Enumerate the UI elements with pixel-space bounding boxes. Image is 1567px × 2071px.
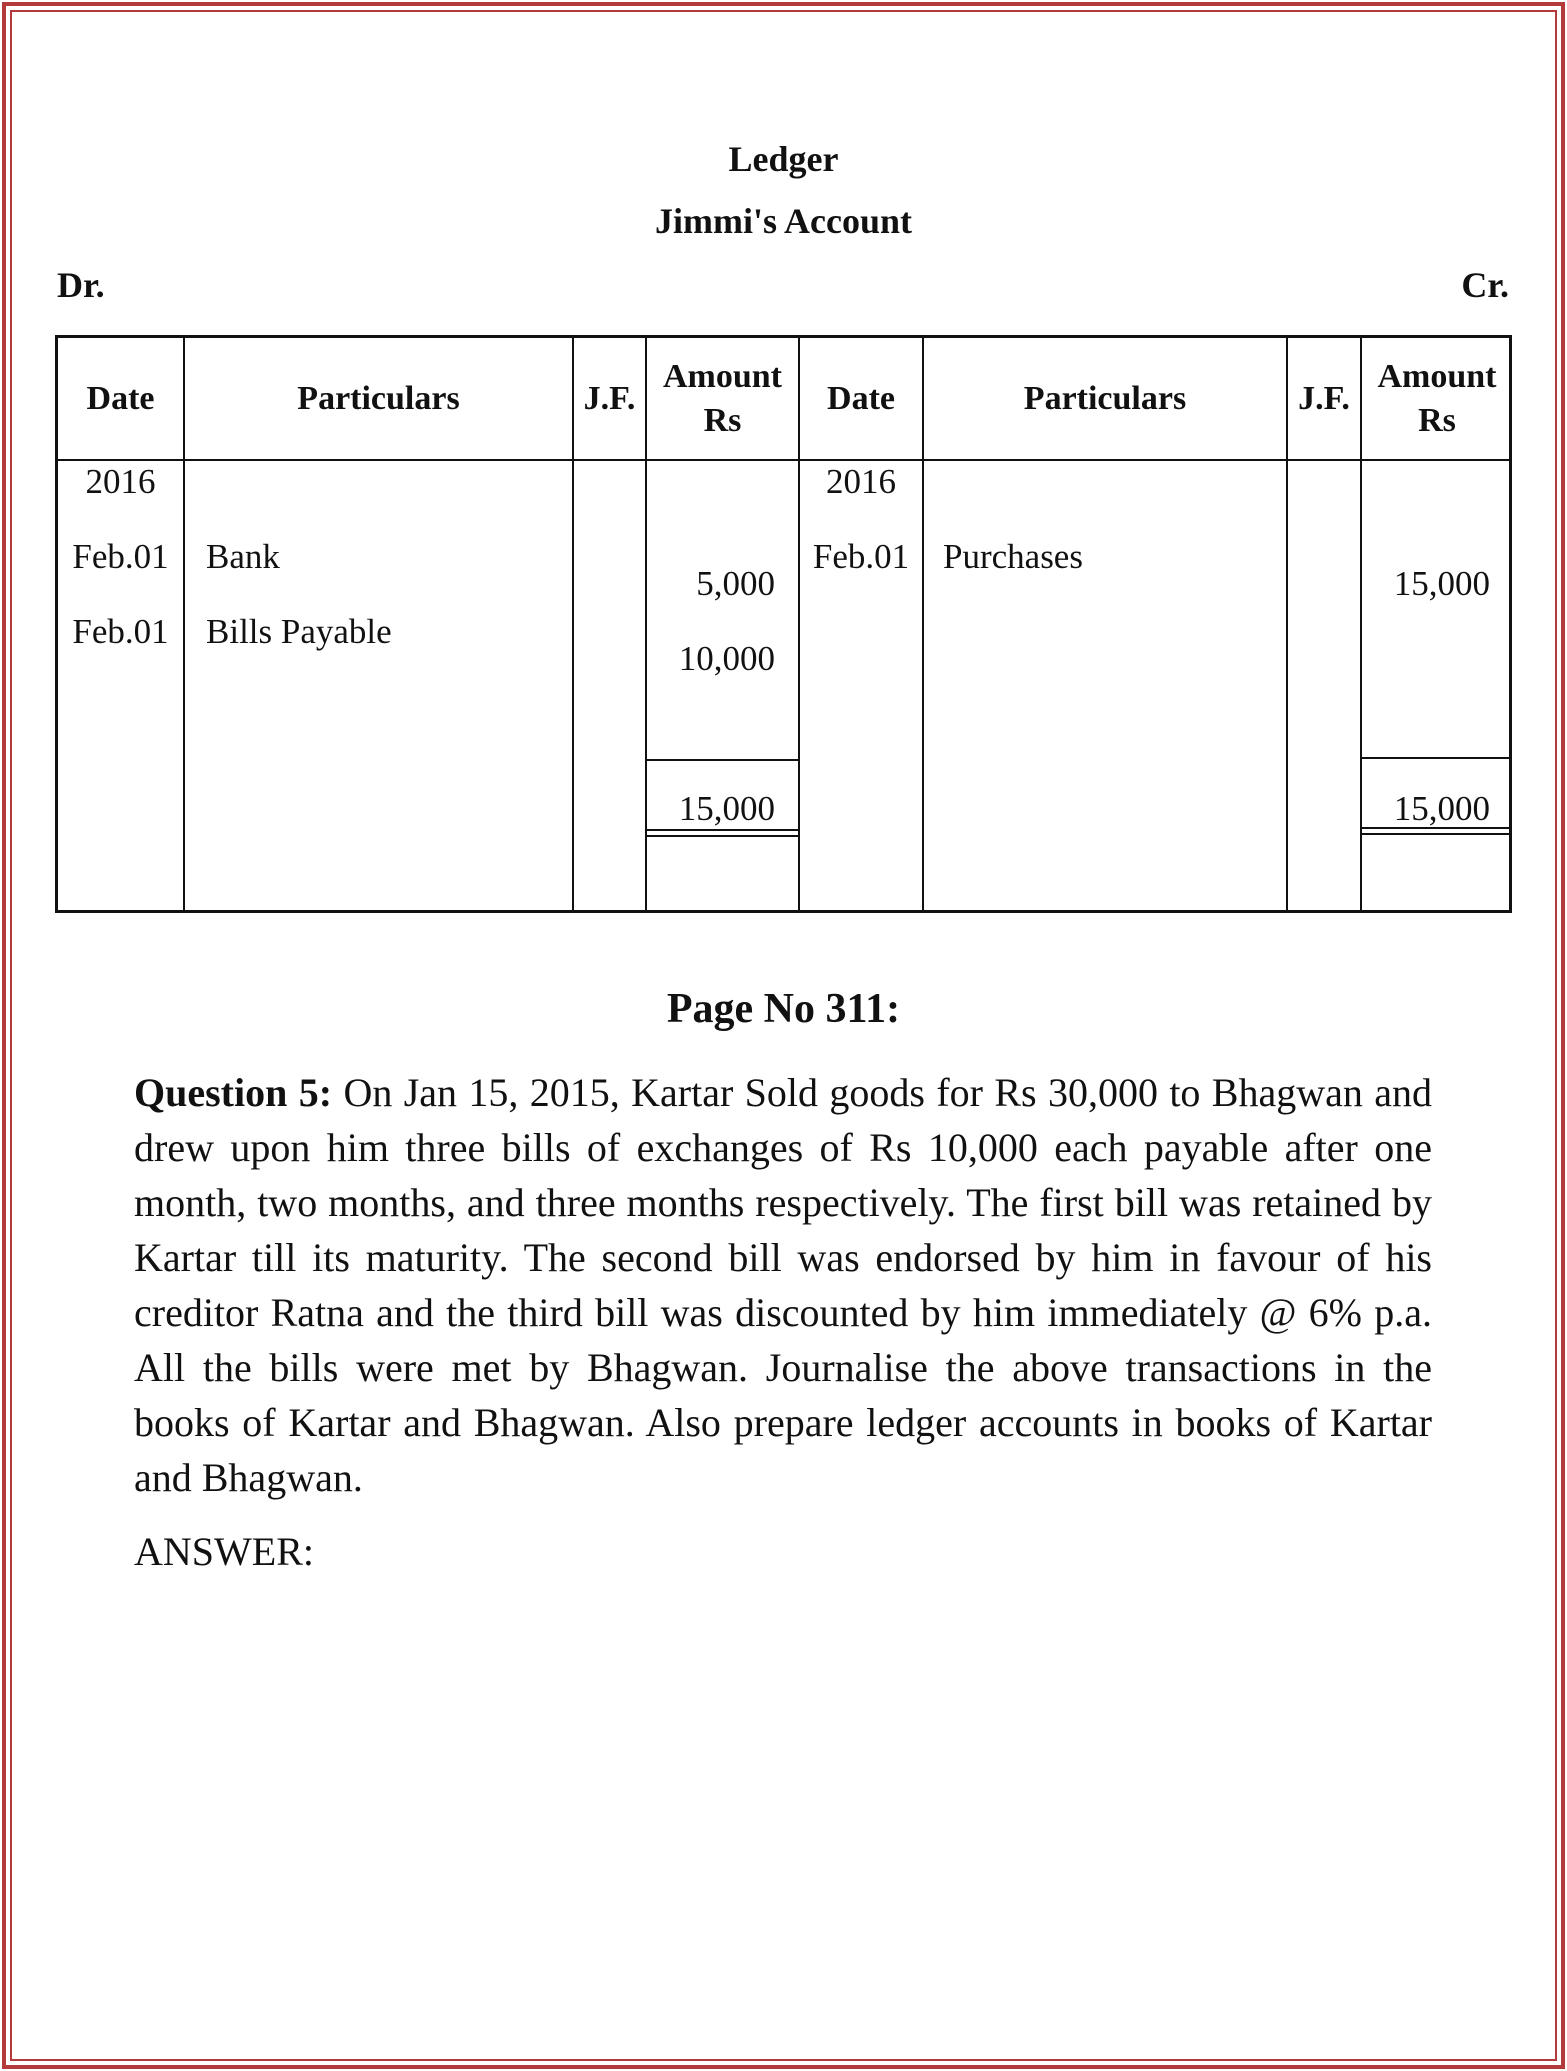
page-frame-inner (10, 10, 1557, 2061)
debit-total: 15,000 (678, 789, 775, 828)
header-amount-credit: Amount Rs (1377, 358, 1497, 439)
debit-entry-particulars: Bills Payable (206, 612, 392, 651)
credit-entry-particulars: Purchases (943, 537, 1083, 576)
debit-entry-date: Feb.01 (72, 612, 169, 651)
debit-year: 2016 (85, 462, 156, 501)
credit-total: 15,000 (1393, 789, 1490, 828)
header-date-debit: Date (86, 380, 155, 417)
debit-total-box (647, 759, 798, 837)
header-date-credit: Date (827, 380, 895, 417)
debit-entry-amount: 5,000 (696, 564, 775, 603)
debit-entry-particulars: Bank (206, 537, 280, 576)
credit-side-label: Cr. (1461, 265, 1509, 305)
page-number-heading: Page No 311: (666, 986, 901, 1032)
debit-side-label: Dr. (57, 265, 105, 305)
credit-total-box (1362, 757, 1512, 835)
account-title: Jimmi's Account (655, 201, 912, 241)
credit-entry-amount: 15,000 (1393, 564, 1490, 603)
double-underline (647, 829, 798, 837)
double-underline (1362, 827, 1512, 835)
ledger-title: Ledger (728, 139, 839, 179)
header-particulars-credit: Particulars (1023, 380, 1187, 417)
debit-entry-amount: 10,000 (678, 639, 775, 678)
header-jf-credit: J.F. (1298, 380, 1350, 417)
ledger-table (55, 335, 1512, 913)
header-particulars-debit: Particulars (297, 380, 460, 417)
question-label: Question 5: (134, 1070, 333, 1115)
debit-entry-date: Feb.01 (72, 537, 169, 576)
question-text: On Jan 15, 2015, Kartar Sold goods for Rs 30,000 to Bhagwan and drew upon him three bills of exchanges of Rs 10,000 each payable after one month, two months, and three months respectively. The first bill was retained by Kartar till its maturity. The second bill was endorsed by him in favour of his creditor Ratna and the third bill was discounted by him immediately @ 6% p.a. All the bills were met by Bhagwan. Journalise the above transactions in the books of Kartar and Bhagwan. Also prepare ledger accounts in books of Kartar and Bhagwan. (134, 1070, 1433, 1500)
credit-entry-date: Feb.01 (812, 537, 910, 576)
header-amount-debit: Amount Rs (662, 358, 783, 439)
header-jf-debit: J.F. (583, 380, 636, 417)
credit-year: 2016 (826, 462, 896, 501)
answer-label: ANSWER: (134, 1529, 314, 1574)
question-paragraph (134, 1065, 1432, 1505)
